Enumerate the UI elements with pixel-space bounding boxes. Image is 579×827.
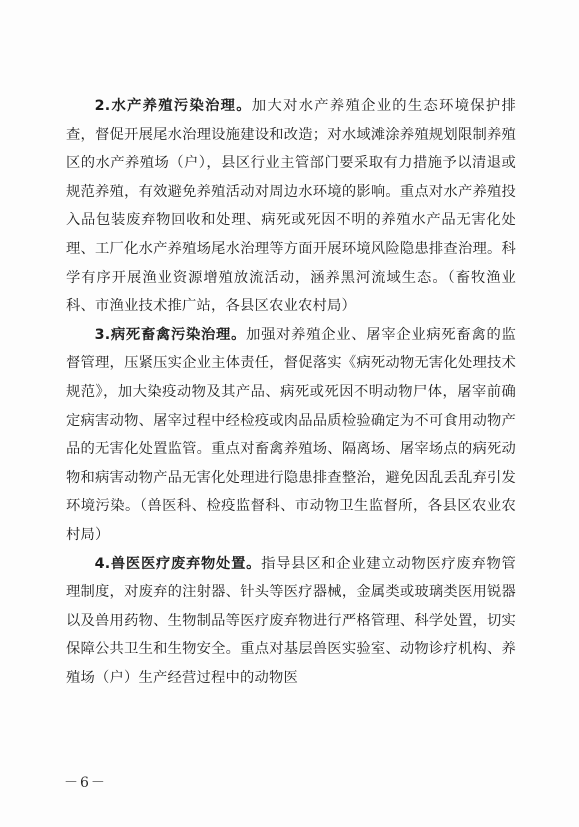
section-heading: 2.水产养殖污染治理。	[94, 98, 252, 114]
section-body: 加强对养殖企业、屠宰企业病死畜禽的监督管理，压紧压实企业主体责任，督促落实《病死动物无害化处理技术规范》，加大染疫动物及其产品、病死或死因不明动物尸体，屠宰前确定病害动物、屠宰过程中经检疫或肉品品质检验确定为不可食用动物产品的无害化处置监管。重点对畜禽养殖场、隔离场、屠宰场点的病死动物和病害动物产品无害化处理进行隐患排查整治，避免因乱丢乱弃引发环境污染。（兽医科、检疫监督科、市动物卫生监督所，各县区农业农村局）	[66, 326, 516, 543]
section-dead-livestock	[66, 321, 516, 550]
section-heading: 4.兽医医疗废弃物处置。	[94, 555, 262, 572]
page-number: －6－	[64, 775, 107, 791]
section-body: 加大对水产养殖企业的生态环境保护排查，督促开展尾水治理设施建设和改造；对水域滩涂养殖规划限制养殖区的水产养殖场（户），县区行业主管部门要采取有力措施予以清退或规范养殖，有效避免养殖活动对周边水环境的影响。重点对水产养殖投入品包装废弃物回收和处理、病死或死因不明的养殖水产品无害化处理、工厂化水产养殖场尾水治理等方面开展环境风险隐患排查治理。科学有序开展渔业资源增殖放流活动，涵养黑河流域生态。（畜牧渔业科、市渔业技术推广站，各县区农业农村局）	[66, 98, 516, 315]
section-body: 指导县区和企业建立动物医疗废弃物管理制度，对废弃的注射器、针头等医疗器械，金属类或玻璃类医用锐器以及兽用药物、生物制品等医疗废弃物进行严格管理、科学处置，切实保障公共卫生和生物安全。重点对基层兽医实验室、动物诊疗机构、养殖场（户）生产经营过程中的动物医	[66, 555, 517, 686]
document-body	[66, 92, 516, 692]
section-veterinary-waste	[66, 550, 516, 693]
section-aquaculture	[66, 92, 516, 321]
section-heading: 3.病死畜禽污染治理。	[94, 326, 247, 343]
